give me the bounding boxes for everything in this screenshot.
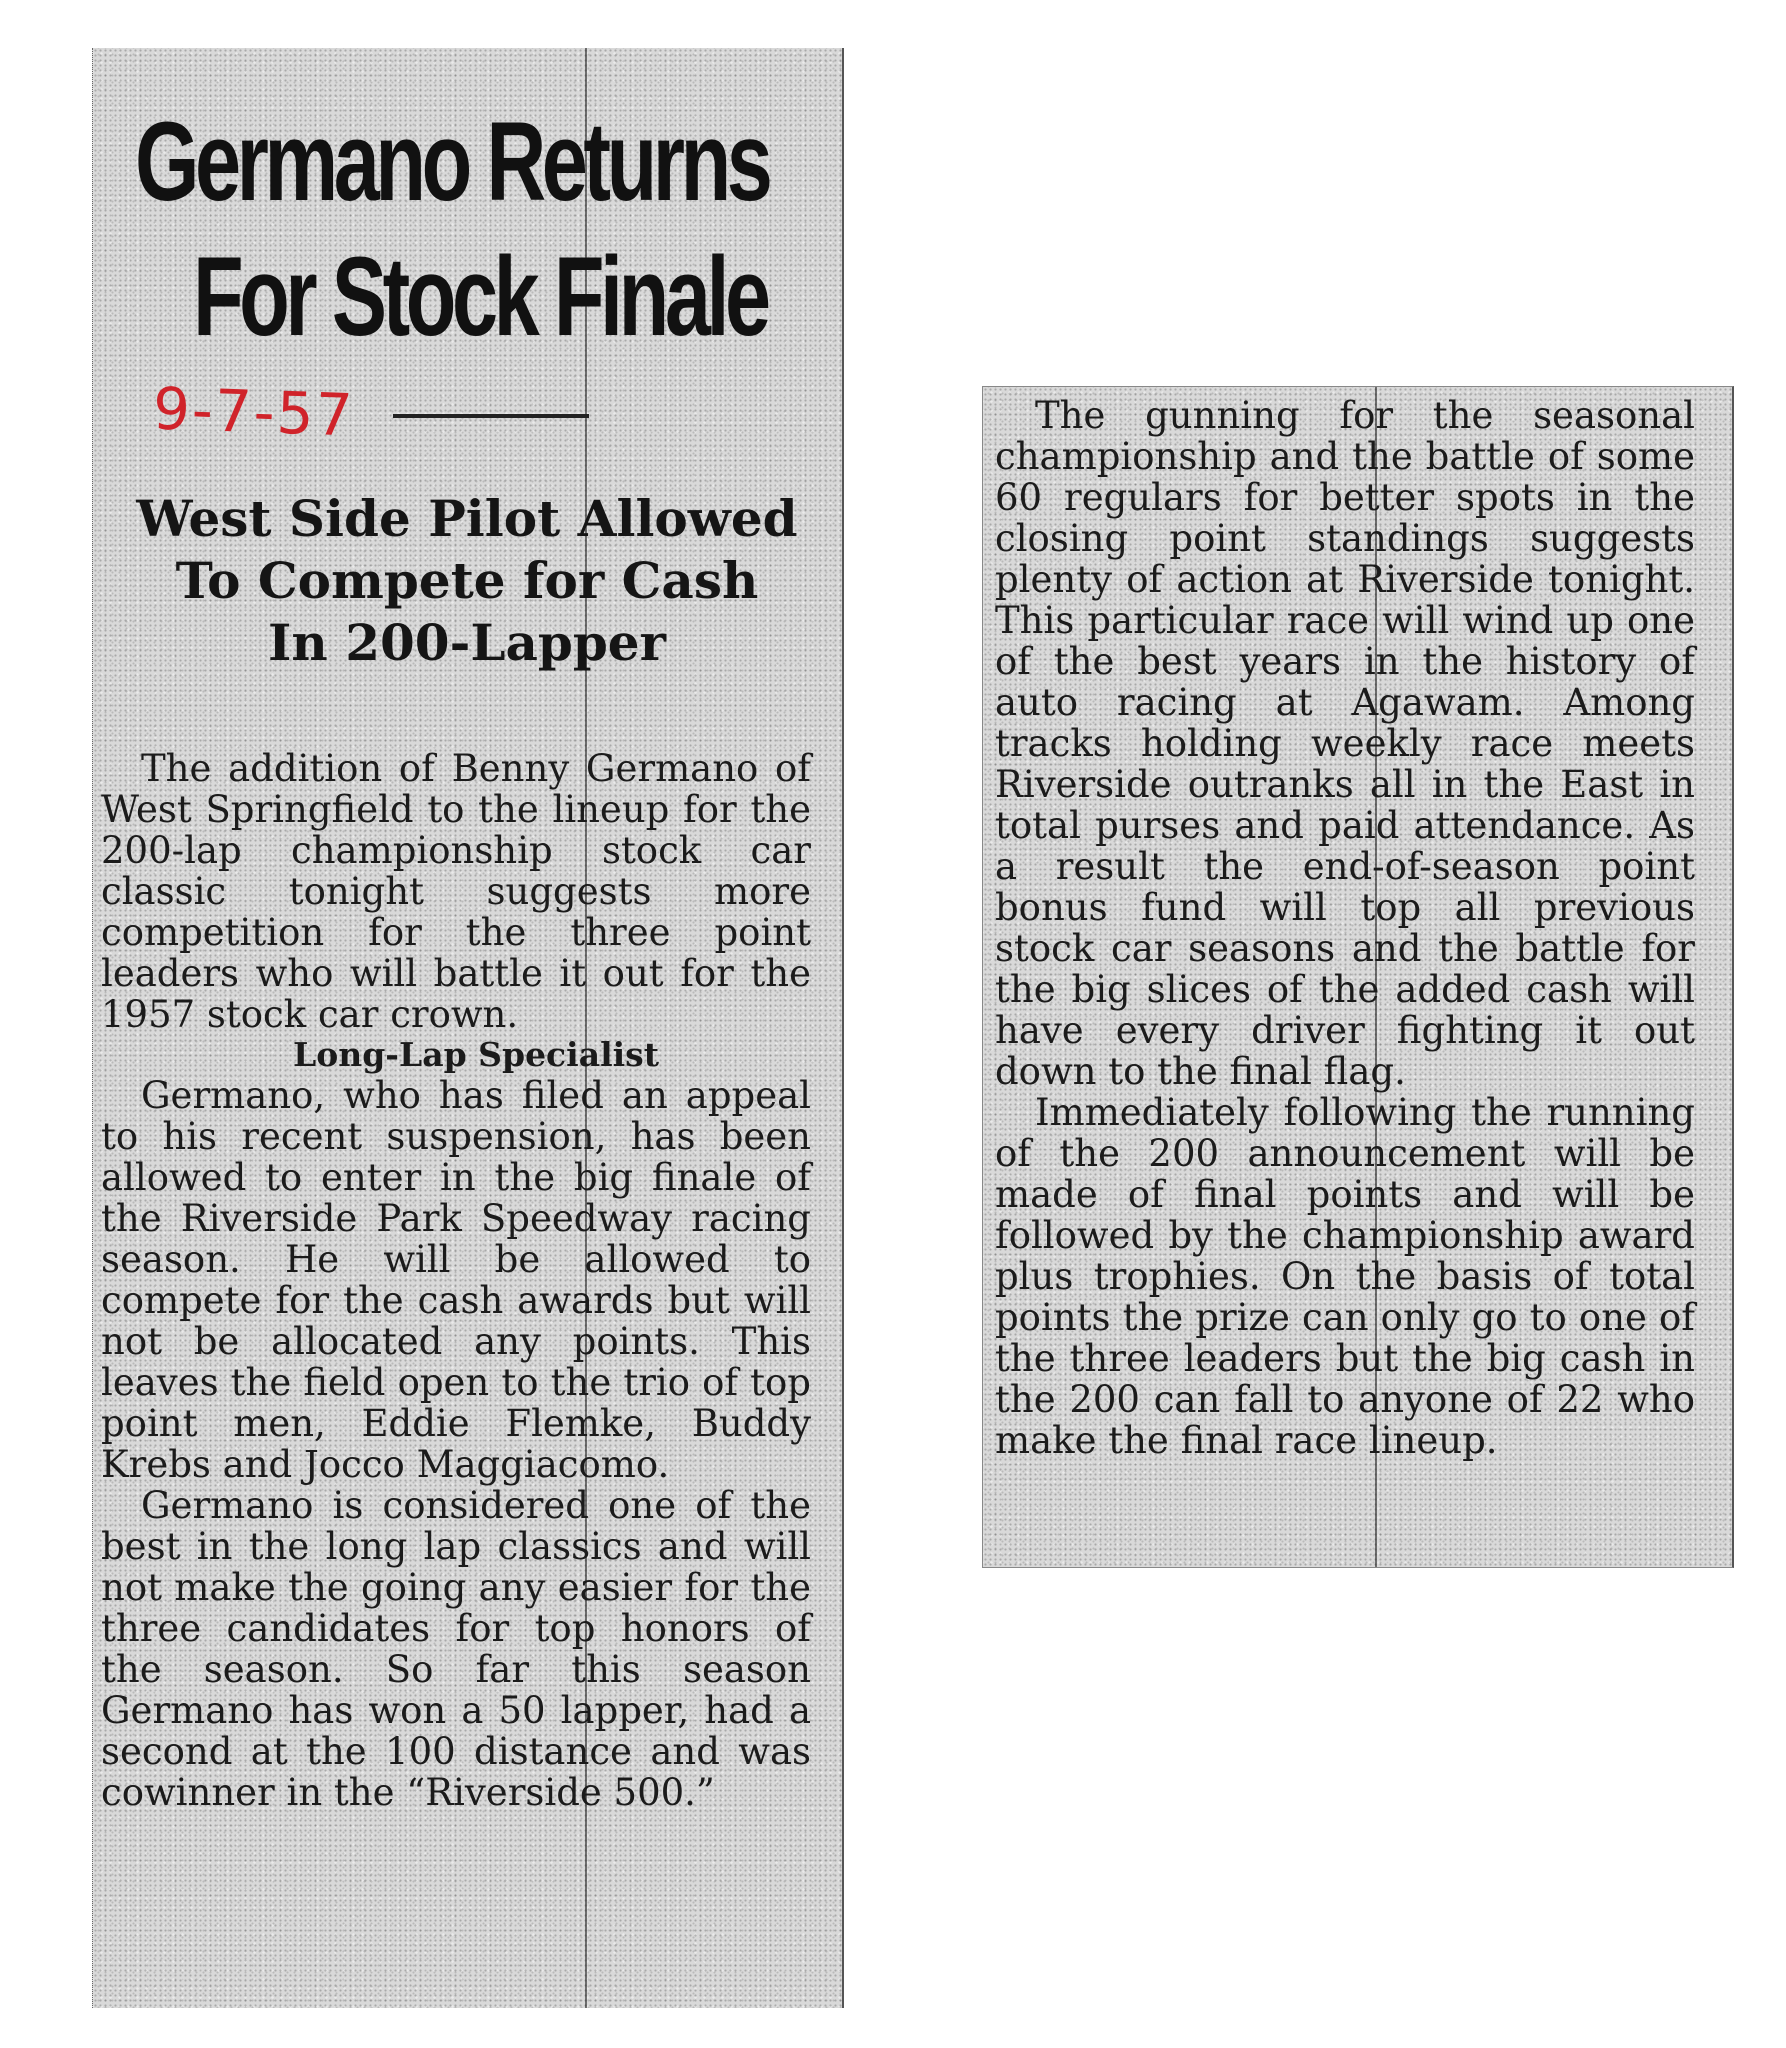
- subhead: Long-Lap Specialist: [293, 1035, 659, 1074]
- paragraph-3: Germano is considered one of the best in the long lap classics and will not make the going any easier for the three candidates for top honors of the season. So far this season Germano has won a 50 lapper, had a second at the 100 distance and was cowinner in the “Riverside 500.”: [101, 1484, 811, 1814]
- article-body-right: [995, 395, 1695, 1461]
- deck-line-1: West Side Pilot Allowed: [136, 489, 798, 548]
- paragraph-1: The addition of Benny Germano of West Springfield to the lineup for the 200-lap championship stock car classic tonight suggests more competition for the three point leaders who will battle it out for the 1957 stock car crown.: [101, 747, 811, 1036]
- headline-line-1: Germano Returns: [135, 99, 769, 224]
- paragraph-2: Germano, who has filed an appeal to his recent suspension, has been allowed to enter in the big finale of the Riverside Park Speedway racing season. He will be allowed to compete for the cash awards but will not be allocated any points. This leaves the field open to the trio of top point men, Eddie Flemke, Buddy Krebs and Jocco Maggiacomo.: [101, 1074, 811, 1486]
- clipping-left: [92, 48, 844, 2008]
- article-body-left: [101, 748, 811, 1813]
- headline-rule: [393, 414, 589, 418]
- headline-line-2: For Stock Finale: [193, 234, 767, 359]
- clipping-right: [982, 386, 1734, 1568]
- paragraph-4: The gunning for the seasonal championship and the battle of some 60 regulars for better spots in the closing point standings suggests plenty of action at Riverside tonight. This particular race will wind up one of the best years in the history of auto racing at Agawam. Among tracks holding weekly race meets Riverside outranks all in the East in total purses and paid attendance. As a result the end-of-season point bonus fund will top all previous stock car seasons and the battle for the big slices of the added cash will have every driver fighting it out down to the final flag.: [995, 394, 1695, 1093]
- handwritten-date: 9-7-57: [151, 374, 356, 450]
- deck-line-3: In 200-Lapper: [268, 613, 666, 672]
- paragraph-5: Immediately following the running of the 200 announcement will be made of final points and will be followed by the championship award plus trophies. On the basis of total points the prize can only go to one of the three leaders but the big cash in the 200 can fall to anyone of 22 who make the final race lineup.: [995, 1091, 1695, 1462]
- deck-line-2: To Compete for Cash: [175, 551, 759, 610]
- deck-headline: [107, 488, 827, 674]
